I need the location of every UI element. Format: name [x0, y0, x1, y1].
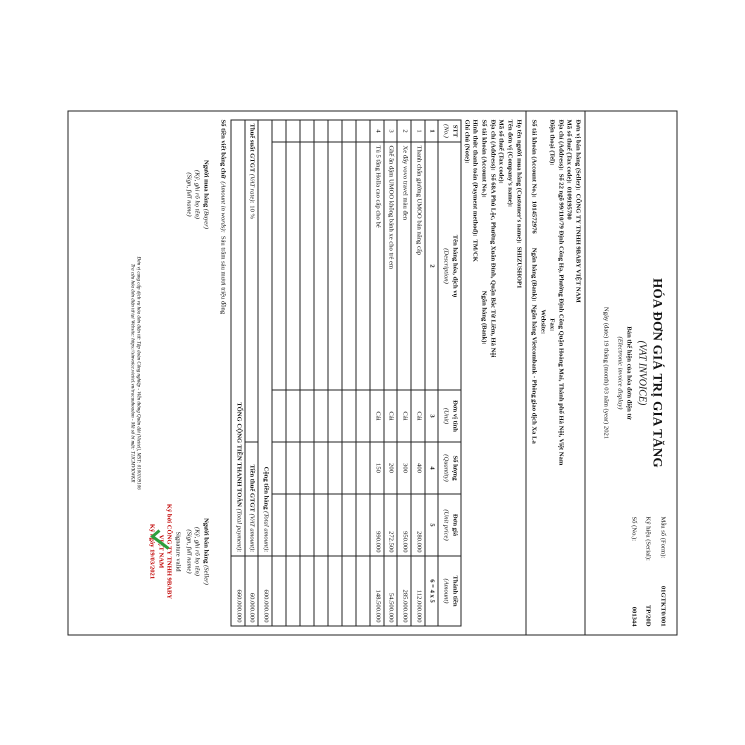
buyer-address: Số 68A Phú Lộc, Phường Xuân Đỉnh, Quận Bắc Từ Liêm, Hà Nội [488, 173, 496, 358]
buyer-name: SHIZUSHOP1 [514, 246, 522, 289]
total-label: TỔNG CỘNG TIỀN THANH TOÁN [234, 402, 242, 507]
vat-invoice [67, 111, 677, 636]
buyer-address-label: Địa chỉ (Address): [488, 119, 496, 171]
stt-cell: 4 [369, 120, 383, 142]
seller-tax-code: 0109195780 [565, 186, 573, 220]
col-header: Thành tiền (Amount) [438, 556, 460, 626]
subtotal-row [258, 120, 272, 626]
amount-in-words [217, 120, 226, 627]
unit-cell: Cái [383, 390, 397, 442]
seller-sign-instruction: (Ký, ghi rõ họ tên) [193, 527, 201, 576]
col-header: Số lượng (Quantity) [438, 442, 460, 494]
blank-row [341, 120, 355, 626]
signature-area [146, 120, 209, 627]
buyer-tax-line [496, 120, 505, 627]
buyer-sign-instruction-en: (Sign, full name) [184, 172, 192, 217]
description-cell: Xe đẩy vovo travel màu đen [397, 142, 411, 390]
vat-row [244, 120, 258, 626]
form-label: Mẫu số (Form): [659, 516, 666, 559]
unit-price-cell: 990.000 [369, 494, 383, 556]
col-header: Đơn vị tính (Unit) [438, 390, 460, 442]
seller-sign-title-en: (Seller) [202, 565, 210, 585]
divider [584, 112, 585, 635]
buyer-signature [146, 120, 209, 270]
seller-address: Số 22 ngõ 99/110/79 Định Công Hạ, Phường Định Công Quận Hoàng Mai, Thành phố Hà Nội, Việt Nam [556, 173, 564, 466]
subtotal-label-en: (Total amount): [261, 511, 269, 553]
invoice-title-en: (VAT INVOICE) [635, 340, 647, 406]
seller-sign-title: Người bán hàng [202, 518, 210, 564]
number-value: 001344 [629, 606, 637, 627]
amount-words-label-en: (Amount in words): [218, 181, 226, 233]
invoice-meta [622, 517, 666, 627]
col-header: Đơn giá (Unit price) [438, 494, 460, 556]
amount-words-value: Sáu trăm sáu mươi triệu đồng [218, 235, 226, 315]
blank-row [355, 120, 369, 626]
buyer-sign-title: Người mua hàng [202, 160, 210, 208]
vat-amount-label-cell [244, 442, 258, 556]
buyer-sign-instruction: (Ký, ghi rõ họ tên) [193, 170, 201, 219]
vat-rate-cell [244, 120, 258, 442]
quantity-cell: 200 [383, 442, 397, 494]
vat-amount-label-en: (VAT amount): [248, 513, 256, 553]
signed-by-line2: VIỆT NAM [156, 534, 164, 569]
unit-cell: Cái [397, 390, 411, 442]
index-cell: 4 [424, 442, 438, 494]
index-cell: 6 = 4 x 5 [424, 556, 438, 626]
index-cell: 5 [424, 494, 438, 556]
table-row [369, 120, 383, 626]
seller-sign-instruction-en: (Sign, full name) [184, 529, 192, 574]
vat-amount-label: Tiền thuế GTGT [248, 464, 256, 512]
subtotal-value: 600.000.000 [258, 556, 272, 626]
seller-tax-label: Mã số thuế (Tax code): [565, 119, 573, 184]
buyer-bank-label: Ngân hàng (Bank): [479, 290, 487, 345]
items-table [230, 120, 461, 627]
conversion-title-en: (Electronic invoice display) [615, 336, 623, 410]
amount-words-label: Số tiền viết bằng chữ [218, 119, 226, 179]
seller-website-line [537, 120, 546, 627]
seller-address-line [555, 120, 564, 627]
unit-cell: Cái [369, 390, 383, 442]
col-header: Tên hàng hóa, dịch vụ (Description) [438, 142, 460, 390]
col-header: STT (No.) [438, 120, 460, 142]
quantity-cell: 150 [369, 442, 383, 494]
invoice-footer [127, 120, 140, 627]
blank-row [327, 120, 341, 626]
buyer-company-line [504, 120, 513, 627]
seller-website-label: Website: [539, 309, 547, 335]
seller-address-label: Địa chỉ (Address): [556, 119, 564, 171]
form-row [657, 517, 666, 627]
seller-name: CÔNG TY TNHH 9BABY VIỆT NAM [574, 193, 581, 303]
quantity-cell: 400 [411, 442, 425, 494]
divider [525, 112, 526, 635]
buyer-note-line [461, 120, 470, 627]
serial-row [643, 517, 652, 627]
unit-price-cell: 272.500 [383, 494, 397, 556]
signed-date: Ký ngày 19/03/2021 [147, 523, 155, 580]
stt-cell: 2 [397, 120, 411, 142]
index-cell: 1 [424, 120, 438, 142]
blank-row [285, 120, 299, 626]
invoice-header [588, 120, 670, 627]
invoice-date: Ngày (date) 19 tháng (month) 03 năm (year) 2021 [602, 306, 610, 440]
checkmark-icon [149, 529, 171, 551]
signed-by: Ký bởi CÔNG TY TNHH 9BABY [165, 503, 173, 600]
number-row [628, 517, 637, 627]
form-value: 01GTKT0/001 [659, 585, 666, 627]
seller-section [529, 120, 581, 627]
buyer-sign-title-en: (Buyer) [202, 208, 210, 229]
seller-bank: Ngân hàng Vietcombank - Phòng giao dịch Xa La [530, 304, 538, 444]
signature-valid-label: Signature valid [174, 531, 182, 572]
number-label: Số (No.): [629, 516, 637, 542]
stt-cell: 3 [383, 120, 397, 142]
unit-price-cell: 950.000 [397, 494, 411, 556]
total-value: 660.000.000 [230, 556, 244, 626]
table-row [397, 120, 411, 626]
buyer-tax-label: Mã số thuế (Tax code): [497, 119, 505, 184]
buyer-account-label: Số tài khoản (Account No.): [479, 119, 487, 198]
invoice-title-block [601, 210, 666, 537]
vat-rate-label-en: (VAT rate): [248, 173, 256, 204]
seller-bank-label: Ngân hàng (Bank): [530, 247, 538, 302]
table-row [411, 120, 425, 626]
description-cell: Thanh chắn giường UMOO bản nâng cấp [411, 142, 425, 390]
seller-tax-line [564, 120, 573, 627]
total-row [230, 120, 244, 626]
seller-phone-line [546, 120, 555, 627]
buyer-name-line [513, 120, 522, 627]
seller-account-line [529, 120, 538, 627]
seller-name-label: Đơn vị bán hàng (Seller): [574, 119, 581, 191]
buyer-account-line [478, 120, 487, 627]
blank-row [299, 120, 313, 626]
serial-value: TP/20D [644, 604, 652, 627]
buyer-section [461, 120, 522, 627]
unit-cell: Cái [411, 390, 425, 442]
buyer-address-line [487, 120, 496, 627]
index-cell: 2 [424, 142, 438, 390]
amount-cell: 112.000.000 [411, 556, 425, 626]
buyer-name-label: Họ tên người mua hàng (Customer's name): [514, 119, 522, 244]
footer-provider: Đơn vị cung cấp dịch vụ hóa đơn điện tử: Tập đoàn Công nghiệp - Viễn thông Quân đội (Viettel), MST: 0100109106 [135, 256, 141, 490]
quantity-cell: 300 [397, 442, 411, 494]
blank-row [313, 120, 327, 626]
seller-name-line [572, 120, 581, 627]
digital-signature-stamp [146, 477, 181, 627]
conversion-title: Bản thể hiện của hóa đơn điện tử [624, 326, 632, 420]
seller-fax-label: Fax: [547, 318, 555, 332]
table-row [383, 120, 397, 626]
blank-row [271, 120, 285, 626]
amount-cell: 285.000.000 [397, 556, 411, 626]
seller-phone-label: Điện thoại (Tel): [547, 119, 555, 166]
table-header-row [438, 120, 460, 626]
description-cell: Ghế ăn dặm UMOO không bánh xe cho trẻ em [383, 142, 397, 390]
index-cell: 3 [424, 390, 438, 442]
buyer-note-label: Ghi chú (Note): [462, 119, 470, 164]
total-label-en: (Total payment): [234, 508, 242, 553]
description-cell: Tủ 5 tầng Holla cao cấp cho bé [369, 142, 383, 390]
seller-account: 1014572976 [530, 200, 538, 234]
vat-amount-value: 60.000.000 [244, 556, 258, 626]
subtotal-label: Cộng tiền hàng [261, 466, 269, 510]
subtotal-label-cell [258, 120, 272, 556]
unit-price-cell: 280.000 [411, 494, 425, 556]
serial-label: Ký hiệu (Serial): [644, 516, 652, 561]
buyer-payment-line [470, 120, 479, 627]
seller-signature [146, 477, 209, 627]
seller-account-label: Số tài khoản (Account No.): [530, 119, 538, 198]
buyer-payment: TM/CK [471, 239, 479, 262]
invoice-title: HÓA ĐƠN GIÁ TRỊ GIA TĂNG [650, 278, 665, 468]
vat-rate-label: Thuế suất GTGT [248, 123, 256, 173]
index-row [424, 120, 438, 626]
footer-lookup: Tra cứu hóa đơn điện tử tại Website: https://sinvoice.viettel.vn/tracuuhoadon - Mã số bí mật: T1ICMVKWKR [128, 263, 134, 483]
amount-cell: 148.500.000 [369, 556, 383, 626]
stt-cell: 1 [411, 120, 425, 142]
vat-rate-value: 10 % [248, 205, 256, 220]
buyer-payment-label: Hình thức thanh toán (Payment method): [471, 119, 479, 237]
total-label-cell [230, 120, 244, 556]
amount-cell: 54.500.000 [383, 556, 397, 626]
buyer-company-label: Tên đơn vị (Company's name): [506, 119, 514, 208]
